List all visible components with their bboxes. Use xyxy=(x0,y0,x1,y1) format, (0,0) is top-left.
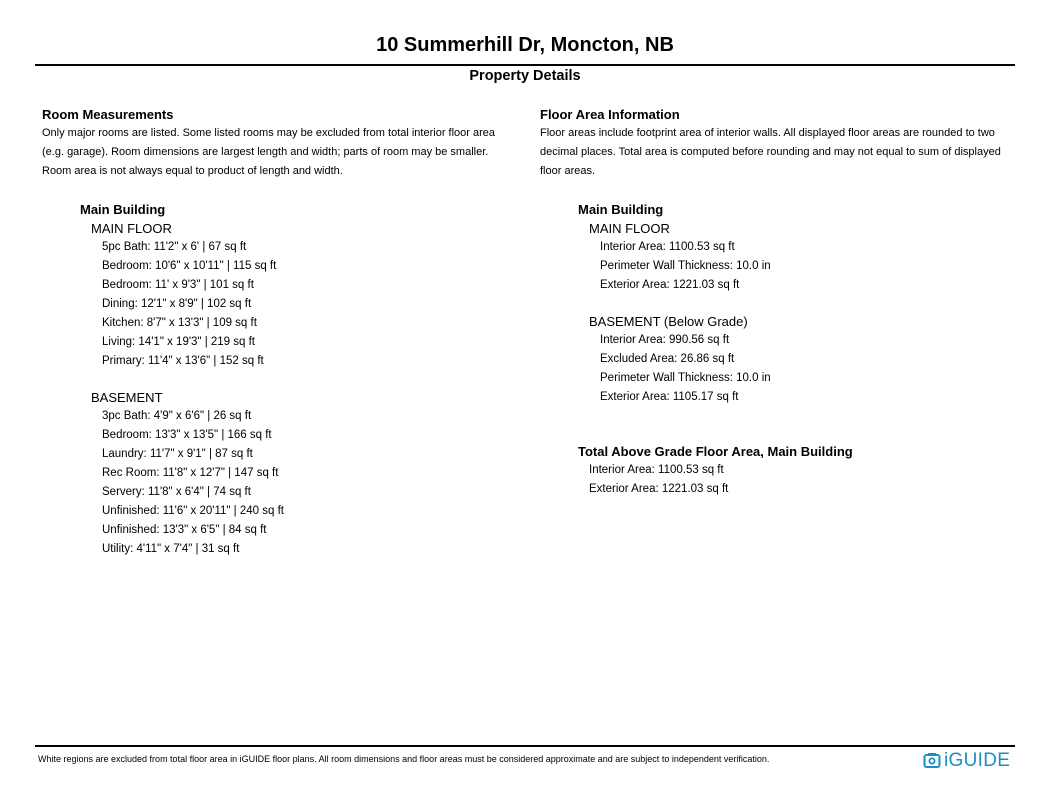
total-area-heading: Total Above Grade Floor Area, Main Building xyxy=(578,444,853,459)
floor-heading-basement: BASEMENT xyxy=(91,390,163,405)
footer-divider xyxy=(35,745,1015,747)
note-line: Only major rooms are listed. Some listed rooms may be excluded from total interior floor area xyxy=(42,127,496,139)
floor-heading-basement: BASEMENT (Below Grade) xyxy=(589,314,748,329)
logo-text: iGUIDE xyxy=(944,750,1011,771)
total-area-item: Exterior Area: 1221.03 sq ft xyxy=(589,483,729,495)
room-item: Primary: 11'4" x 13'6" | 152 sq ft xyxy=(102,355,264,367)
iguide-logo-icon xyxy=(923,752,941,770)
room-item: 3pc Bath: 4'9" x 6'6" | 26 sq ft xyxy=(102,410,252,422)
floor-area-title: Floor Area Information xyxy=(540,107,680,122)
room-item: Servery: 11'8" x 6'4" | 74 sq ft xyxy=(102,486,251,498)
note-line: decimal places. Total area is computed before rounding and may not equal to sum of displayed xyxy=(540,146,1001,158)
iguide-logo xyxy=(923,750,1010,772)
room-item: Kitchen: 8'7" x 13'3" | 109 sq ft xyxy=(102,317,257,329)
area-item: Perimeter Wall Thickness: 10.0 in xyxy=(600,372,771,384)
floor-area-section xyxy=(540,107,1020,499)
title-divider xyxy=(35,64,1015,66)
room-item: Bedroom: 11' x 9'3" | 101 sq ft xyxy=(102,279,254,291)
note-line: Room area is not always equal to product of length and width. xyxy=(42,165,343,177)
page-title: 10 Summerhill Dr, Moncton, NB xyxy=(376,34,674,56)
room-item: Dining: 12'1" x 8'9" | 102 sq ft xyxy=(102,298,252,310)
room-item: 5pc Bath: 11'2" x 6' | 67 sq ft xyxy=(102,241,247,253)
room-item: Bedroom: 10'6" x 10'11" | 115 sq ft xyxy=(102,260,277,272)
area-item: Perimeter Wall Thickness: 10.0 in xyxy=(600,260,771,272)
room-item: Unfinished: 13'3" x 6'5" | 84 sq ft xyxy=(102,524,267,536)
room-item: Laundry: 11'7" x 9'1" | 87 sq ft xyxy=(102,448,253,460)
total-area-item: Interior Area: 1100.53 sq ft xyxy=(589,464,724,476)
room-item: Rec Room: 11'8" x 12'7" | 147 sq ft xyxy=(102,467,279,479)
footer-disclaimer: White regions are excluded from total floor area in iGUIDE floor plans. All room dimensions and floor areas must be considered approximate and are subject to independent verification. xyxy=(38,754,770,764)
building-heading: Main Building xyxy=(80,202,166,217)
area-item: Interior Area: 990.56 sq ft xyxy=(600,334,730,346)
area-item: Interior Area: 1100.53 sq ft xyxy=(600,241,735,253)
area-item: Exterior Area: 1105.17 sq ft xyxy=(600,391,739,403)
room-measurements-note xyxy=(42,124,522,181)
floor-heading-main: MAIN FLOOR xyxy=(91,221,172,236)
room-item: Living: 14'1" x 19'3" | 219 sq ft xyxy=(102,336,255,348)
floor-area-note xyxy=(540,124,1020,181)
area-item: Excluded Area: 26.86 sq ft xyxy=(600,353,735,365)
area-item: Exterior Area: 1221.03 sq ft xyxy=(600,279,740,291)
room-item: Unfinished: 11'6" x 20'11" | 240 sq ft xyxy=(102,505,284,517)
note-line: Floor areas include footprint area of interior walls. All displayed floor areas are rounded to two xyxy=(540,127,995,139)
note-line: (e.g. garage). Room dimensions are largest length and width; parts of room may be smaller. xyxy=(42,146,489,158)
room-measurements-section xyxy=(42,107,522,559)
room-measurements-title: Room Measurements xyxy=(42,107,174,122)
floor-heading-main: MAIN FLOOR xyxy=(589,221,670,236)
building-heading: Main Building xyxy=(578,202,664,217)
note-line: floor areas. xyxy=(540,165,596,177)
page-subtitle: Property Details xyxy=(469,68,581,84)
room-item: Bedroom: 13'3" x 13'5" | 166 sq ft xyxy=(102,429,272,441)
room-item: Utility: 4'11" x 7'4" | 31 sq ft xyxy=(102,543,240,555)
